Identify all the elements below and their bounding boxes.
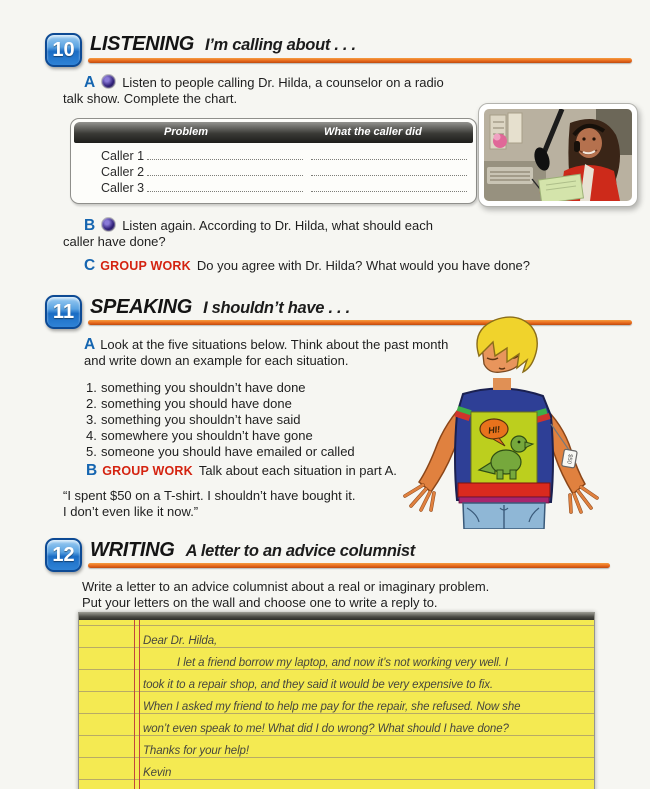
part-c-10 bbox=[84, 257, 530, 275]
situation-number: 2. bbox=[86, 396, 97, 411]
letter-pad bbox=[78, 612, 595, 789]
situation-text: something you shouldn’t have done bbox=[101, 380, 306, 395]
situation-text: something you shouldn’t have said bbox=[101, 412, 301, 427]
part-b-11-text: Talk about each situation in part A. bbox=[198, 463, 397, 478]
chart-row-caller1: Caller 1 bbox=[101, 149, 145, 163]
part-a-10-line2: talk show. Complete the chart. bbox=[63, 91, 238, 106]
chart-row-caller3: Caller 3 bbox=[101, 181, 145, 195]
section-10-rule bbox=[88, 58, 632, 63]
radio-host-photo bbox=[478, 103, 638, 207]
part-a-10-text: Listen to people calling Dr. Hilda, a counselor on a radio bbox=[122, 75, 444, 90]
part-b-10-text: Listen again. According to Dr. Hilda, what should each bbox=[122, 218, 433, 233]
letter-line: won’t even speak to me! What did I do wrong? What should I have done? bbox=[143, 723, 509, 735]
situation-item-1 bbox=[86, 380, 306, 395]
section-10-subtitle: I’m calling about . . . bbox=[204, 36, 356, 54]
part-letter-a: A bbox=[84, 336, 96, 353]
answer-line bbox=[311, 179, 467, 192]
section-12-subtitle: A letter to an advice columnist bbox=[185, 542, 415, 560]
situation-item-2 bbox=[86, 396, 292, 411]
letter-line: took it to a repair shop, and they said it would be very expensive to fix. bbox=[143, 679, 493, 691]
section-12-rule bbox=[88, 563, 610, 568]
answer-line bbox=[147, 147, 303, 160]
situation-number: 5. bbox=[86, 444, 97, 459]
radio-studio-illustration bbox=[484, 109, 632, 201]
letter-line: When I asked my friend to help me pay for the repair, she refused. Now she bbox=[143, 701, 521, 713]
pad-top-edge bbox=[79, 613, 594, 620]
situation-item-4 bbox=[86, 428, 313, 443]
group-work-tag: GROUP WORK bbox=[100, 259, 191, 273]
letter-line: I let a friend borrow my laptop, and now it’s not working very well. I bbox=[177, 657, 508, 669]
part-c-10-text: Do you agree with Dr. Hilda? What would you have done? bbox=[196, 258, 531, 273]
part-letter-b: B bbox=[86, 462, 98, 479]
answer-line bbox=[311, 163, 467, 176]
chart-col-problem: Problem bbox=[164, 126, 209, 138]
answer-line bbox=[147, 163, 303, 176]
section-11-number-badge: 11 bbox=[45, 295, 82, 329]
writing-intro-line2: Put your letters on the wall and choose one to write a reply to. bbox=[82, 595, 438, 610]
section-11-title bbox=[90, 296, 350, 319]
situation-item-3 bbox=[86, 412, 300, 427]
part-a-11-line2: and write down an example for each situation. bbox=[84, 353, 349, 368]
section-10-number-badge: 10 bbox=[45, 33, 82, 67]
boy-tshirt-illustration bbox=[383, 312, 618, 529]
audio-cd-icon bbox=[101, 217, 116, 232]
part-letter-c: C bbox=[84, 257, 96, 274]
section-11-subtitle: I shouldn’t have . . . bbox=[203, 299, 350, 317]
situation-item-5 bbox=[86, 444, 355, 459]
chart-header-bar bbox=[74, 122, 473, 143]
part-a-10-line1 bbox=[84, 74, 444, 92]
situation-text: something you should have done bbox=[101, 396, 292, 411]
listening-chart bbox=[70, 118, 477, 204]
section-12-title bbox=[90, 539, 415, 562]
chart-col-what: What the caller did bbox=[324, 126, 422, 138]
part-a-11-text: Look at the five situations below. Think about the past month bbox=[100, 337, 449, 352]
section-10-title bbox=[90, 33, 356, 56]
section-11-title-text: SPEAKING bbox=[90, 296, 193, 318]
group-work-tag: GROUP WORK bbox=[102, 464, 193, 478]
situation-number: 4. bbox=[86, 428, 97, 443]
situation-number: 1. bbox=[86, 380, 97, 395]
part-b-10-line1 bbox=[84, 217, 433, 235]
price-tag-text: $50 bbox=[565, 453, 573, 465]
audio-cd-icon bbox=[101, 74, 116, 89]
situation-text: someone you should have emailed or called bbox=[101, 444, 355, 459]
answer-line bbox=[147, 179, 303, 192]
example-quote-line1: “I spent $50 on a T-shirt. I shouldn’t have bought it. bbox=[63, 488, 356, 503]
section-12-number-badge: 12 bbox=[45, 538, 82, 572]
pad-margin-line bbox=[134, 620, 140, 789]
letter-line: Kevin bbox=[143, 767, 172, 779]
answer-line bbox=[311, 147, 467, 160]
section-12-title-text: WRITING bbox=[90, 539, 175, 561]
writing-intro-line1: Write a letter to an advice columnist about a real or imaginary problem. bbox=[82, 579, 490, 594]
tshirt-speech-text: HI! bbox=[487, 424, 501, 436]
part-letter-b: B bbox=[84, 217, 96, 234]
chart-row-caller2: Caller 2 bbox=[101, 165, 145, 179]
example-quote-line2: I don’t even like it now.” bbox=[63, 504, 199, 519]
part-b-11 bbox=[86, 462, 397, 480]
section-10-title-text: LISTENING bbox=[90, 33, 194, 55]
letter-line: Thanks for your help! bbox=[143, 745, 249, 757]
situation-number: 3. bbox=[86, 412, 97, 427]
part-b-10-line2: caller have done? bbox=[63, 234, 166, 249]
part-letter-a: A bbox=[84, 74, 96, 91]
situation-text: somewhere you shouldn’t have gone bbox=[101, 428, 313, 443]
letter-line: Dear Dr. Hilda, bbox=[143, 635, 218, 647]
